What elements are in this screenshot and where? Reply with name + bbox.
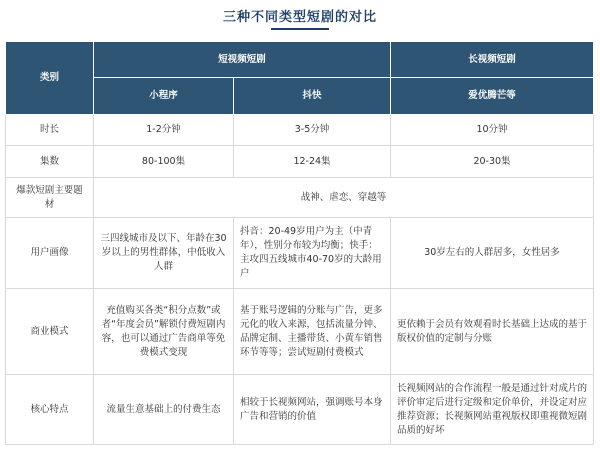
row-label: 集数	[6, 146, 94, 178]
cell: 战神、虐恋、穿越等	[94, 178, 594, 218]
table-header-row	[6, 42, 594, 78]
cell: 抖音：20-49岁用户为主（中青年），性别分布较为均衡；快手：主攻四五线城市40-70岁的大龄用户	[234, 218, 391, 289]
cell: 长视频网站的合作流程一般是通过针对成片的评价审定后进行定级和定价单价，并设定对应推荐资源；长视频网站重视版权即重视微短剧品质的好坏	[391, 375, 594, 445]
comparison-table	[5, 41, 594, 445]
cell: 三四线城市及以下、年龄在30岁以上的男性群体，中低收入人群	[94, 218, 234, 289]
table-row-duration	[6, 115, 594, 146]
cell: 充值购买各类“积分点数”或者“年度会员”解锁付费短剧内容，也可以通过广告商单等免费模式变现	[94, 289, 234, 375]
table-row-business-model	[6, 289, 594, 375]
cell: 基于账号逻辑的分账与广告，更多元化的收入来源，包括流量分钟、品牌定制、主播带货、小黄车销售环节等等；尝试短剧付费模式	[234, 289, 391, 375]
header-category: 类别	[6, 42, 94, 115]
row-label: 时长	[6, 115, 94, 146]
table-row-user-profile	[6, 218, 594, 289]
header-mini-program: 小程序	[94, 78, 234, 115]
cell: 流量生意基础上的付费生态	[94, 375, 234, 445]
row-label: 爆款短剧主要题材	[6, 178, 94, 218]
row-label: 核心特点	[6, 375, 94, 445]
cell: 20-30集	[391, 146, 594, 178]
title-underline	[271, 28, 329, 30]
row-label: 商业模式	[6, 289, 94, 375]
cell: 更依赖于会员有效观看时长基础上达成的基于版权价值的定制与分账	[391, 289, 594, 375]
table-row-core-features	[6, 375, 594, 445]
table-row-episodes	[6, 146, 594, 178]
cell: 30岁左右的人群居多，女性居多	[391, 218, 594, 289]
cell: 3-5分钟	[234, 115, 391, 146]
header-iqiyi-youku-tencent-mango: 爱优腾芒等	[391, 78, 594, 115]
header-long-video-group: 长视频短剧	[391, 42, 594, 78]
page-title: 三种不同类型短剧的对比	[222, 10, 377, 25]
cell: 80-100集	[94, 146, 234, 178]
cell: 1-2分钟	[94, 115, 234, 146]
row-label: 用户画像	[6, 218, 94, 289]
table-row-themes	[6, 178, 594, 218]
cell: 相较于长视频网站，强调账号本身广告和营销的价值	[234, 375, 391, 445]
header-short-video-group: 短视频短剧	[94, 42, 391, 78]
cell: 12-24集	[234, 146, 391, 178]
table-subheader-row	[6, 78, 594, 115]
cell: 10分钟	[391, 115, 594, 146]
header-douyin-kuaishou: 抖快	[234, 78, 391, 115]
